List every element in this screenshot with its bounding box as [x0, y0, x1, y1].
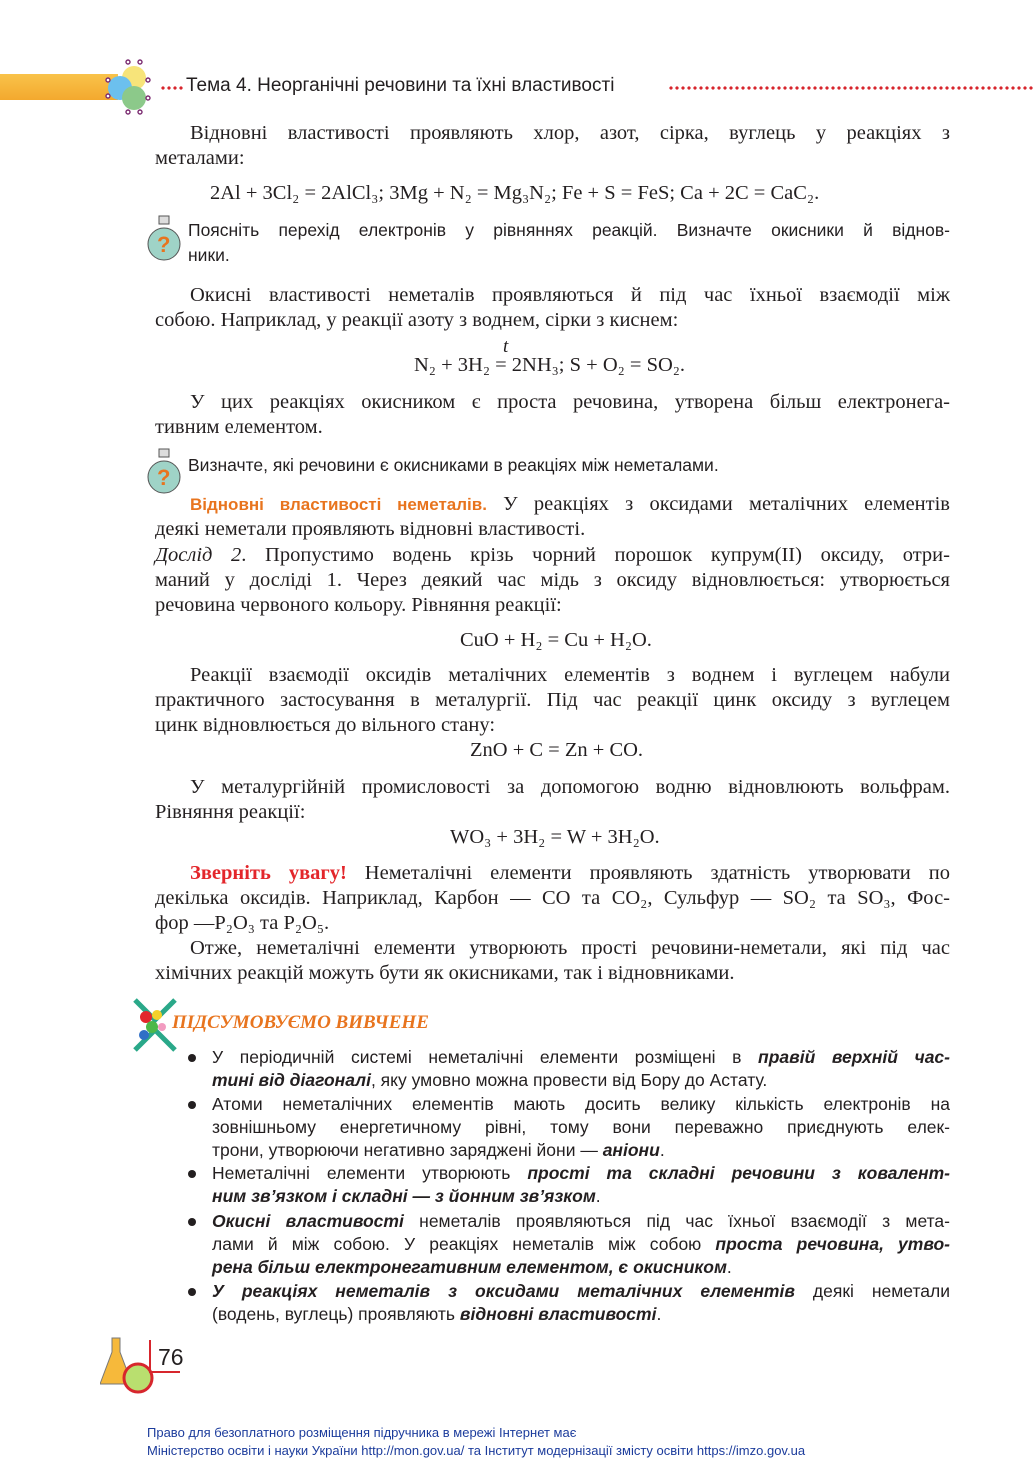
text-span: фор —P₂O₃ та P₂O₅.	[155, 912, 330, 934]
question-text	[188, 453, 719, 477]
paragraph-line	[190, 861, 950, 885]
summary-line	[212, 1209, 950, 1233]
emphasis-text: У реакціях неметалів з оксидами металічних елементів	[212, 1281, 795, 1301]
svg-text:?: ?	[157, 232, 171, 257]
summary-line	[212, 1255, 732, 1279]
question-flask-icon	[146, 447, 182, 497]
text-span: Рівняння реакції:	[155, 801, 306, 823]
text-span: .	[595, 1186, 601, 1206]
text-span: Атоми неметалічних елементів мають досить велику кількість електронів на	[212, 1094, 950, 1114]
text-span: неметалів проявляються під час їхньої взаємодії з мета-	[403, 1211, 950, 1231]
text-span: декілька оксидів. Наприклад, Карбон — CO та CO₂, Сульфур — SO₂ та SO₃, Фос-	[155, 887, 950, 909]
equation	[470, 738, 643, 762]
header-dots-left	[160, 86, 184, 90]
paragraph-line	[155, 415, 323, 439]
equation	[414, 353, 685, 377]
text-span: тивним елементом.	[155, 416, 323, 438]
text-span: N₂ + 3H₂ = 2NH₃; S + O₂ = SO₂.	[414, 354, 686, 376]
bullet-icon	[188, 1288, 196, 1296]
bullet-icon	[188, 1170, 196, 1178]
text-span: .	[726, 1257, 732, 1277]
header-dots-right	[668, 86, 1033, 90]
text-span: Неметалічні елементи проявляють здатність утворювати по	[346, 862, 950, 884]
emphasis-text: прості та складні речовини з ковалент-	[527, 1163, 950, 1183]
text-span: У періодичній системі неметалічні елементи розміщені в	[212, 1047, 759, 1067]
text-span: ники.	[188, 245, 230, 265]
paragraph-line	[190, 492, 950, 517]
text-span: хімічних реакцій можуть бути як окисниками, так і відновниками.	[155, 962, 735, 984]
paragraph-line	[155, 911, 329, 935]
text-span: трони, утворюючи негативно заряджені йони —	[212, 1140, 603, 1160]
summary-line	[212, 1161, 950, 1185]
equation	[210, 181, 819, 205]
paragraph-line	[155, 543, 950, 567]
emphasis-text: аніони	[602, 1140, 660, 1160]
text-span: зовнішньому енергетичному рівні, тому вони переважно приєднують елек-	[212, 1117, 950, 1137]
paragraph-line	[155, 308, 678, 332]
summary-line	[212, 1115, 950, 1139]
summary-line	[212, 1184, 601, 1208]
summary-title: ПІДСУМОВУЄМО ВИВЧЕНЕ	[172, 1012, 429, 1033]
paragraph-line	[155, 146, 245, 170]
text-span: .	[656, 1304, 662, 1324]
text-span: ZnO + C = Zn + CO.	[470, 739, 644, 761]
text-span: (водень, вуглець) проявляють	[212, 1304, 460, 1324]
emphasis-text: Відновні властивості неметалів.	[190, 495, 487, 514]
paragraph-line	[190, 775, 950, 799]
text-span: деякі неметали	[794, 1281, 950, 1301]
paragraph-line	[155, 713, 495, 737]
emphasis-text: рена більш електронегативним елементом, є окисником	[212, 1257, 727, 1277]
summary-line	[212, 1279, 950, 1303]
svg-text:?: ?	[157, 465, 171, 490]
paragraph-line	[155, 568, 950, 592]
text-span: Отже, неметалічні елементи утворюють прості речовини-неметали, які під час	[190, 937, 950, 959]
text-span: собою. Наприклад, у реакції азоту з воднем, сірки з киснем:	[155, 309, 679, 331]
emphasis-text: Дослід 2	[155, 544, 242, 566]
paragraph-line	[190, 663, 950, 687]
paragraph-line	[190, 283, 950, 307]
summary-line	[212, 1232, 950, 1256]
paragraph-line	[155, 886, 950, 910]
text-span: маний у досліді 1. Через деякий час мідь з оксиду відновлюється: утворюється	[155, 569, 950, 591]
footer-rights-line1: Право для безоплатного розміщення підручника в мережі Інтернет має	[147, 1425, 577, 1440]
equation	[450, 825, 660, 849]
page-number: 76	[158, 1344, 184, 1370]
reaction-condition-t: t	[503, 336, 509, 357]
text-span: металами:	[155, 147, 245, 169]
emphasis-text: Зверніть увагу!	[190, 862, 347, 884]
summary-line	[212, 1045, 950, 1069]
bullet-icon	[188, 1101, 196, 1109]
question-text	[188, 218, 950, 242]
text-span: WO₃ + 3H₂ = W + 3H₂O.	[450, 826, 660, 848]
footer-rights-line2: Міністерство освіти і науки України http://mon.gov.ua/ та Інститут модернізації змісту освіти https://imzo.gov.ua	[147, 1443, 806, 1458]
emphasis-text: правій верхній час-	[758, 1047, 950, 1067]
molecule-logo-icon	[98, 58, 158, 116]
question-text	[188, 243, 230, 267]
summary-line	[212, 1138, 665, 1162]
emphasis-text: тині від діагоналі	[212, 1070, 371, 1090]
paragraph-line	[155, 688, 950, 712]
text-span: цинк відновлюється до вільного стану:	[155, 714, 496, 736]
text-span: Окисні властивості неметалів проявляються й під час їхньої взаємодії між	[190, 284, 950, 306]
text-span: CuO + H₂ = Cu + H₂O.	[460, 629, 652, 651]
emphasis-text: ним зв’язком і складні — з йонним зв’язком	[212, 1186, 596, 1206]
bullet-icon	[188, 1054, 196, 1062]
text-span: Визначте, які речовини є окисниками в реакціях між неметалами.	[188, 455, 719, 475]
text-span: . Пропустимо водень крізь чорний порошок купрум(ІІ) оксиду, отри-	[241, 544, 950, 566]
paragraph-line	[155, 961, 735, 985]
paragraph-line	[155, 800, 305, 824]
text-span: У цих реакціях окисником є проста речовина, утворена більш електронега-	[190, 391, 950, 413]
text-span: У металургійній промисловості за допомогою водню відновлюють вольфрам.	[190, 776, 950, 798]
paragraph-line	[190, 936, 950, 960]
text-span: речовина червоного кольору. Рівняння реакції:	[155, 594, 562, 616]
text-span: Відновні властивості проявляють хлор, азот, сірка, вуглець у реакціях з	[190, 122, 950, 144]
text-span: Неметалічні елементи утворюють	[212, 1163, 528, 1183]
emphasis-text: відновні властивості	[459, 1304, 657, 1324]
text-span: У реакціях з оксидами металічних елементів	[486, 493, 950, 515]
question-flask-icon	[146, 214, 182, 264]
paragraph-line	[155, 593, 562, 617]
paragraph-line	[155, 517, 585, 541]
equation	[460, 628, 652, 652]
text-span: лами й між собою. У реакціях неметалів між собою	[212, 1234, 716, 1254]
text-span: Реакції взаємодії оксидів металічних елементів з воднем і вуглецем набули	[190, 664, 950, 686]
text-span: , яку умовно можна провести від Бору до Астату.	[370, 1070, 768, 1090]
bullet-icon	[188, 1218, 196, 1226]
summary-line	[212, 1302, 661, 1326]
summary-line	[212, 1092, 950, 1116]
paragraph-line	[190, 121, 950, 145]
emphasis-text: проста речовина, утво-	[715, 1234, 950, 1254]
summary-line	[212, 1068, 767, 1092]
text-span: практичного застосування в металургії. Під час реакції цинк оксиду з вуглецем	[155, 689, 950, 711]
text-span: Поясніть перехід електронів у рівняннях реакцій. Визначте окисники й віднов-	[188, 220, 950, 240]
chapter-title: Тема 4. Неорганічні речовини та їхні властивості	[186, 75, 615, 96]
emphasis-text: Окисні властивості	[212, 1211, 404, 1231]
text-span: .	[659, 1140, 665, 1160]
text-span: деякі неметали проявляють відновні властивості.	[155, 518, 586, 540]
paragraph-line	[190, 390, 950, 414]
text-span: 2Al + 3Cl₂ = 2AlCl₃; 3Mg + N₂ = Mg₃N₂; Fe + S = FeS; Ca + 2C = CaC₂.	[210, 182, 820, 204]
